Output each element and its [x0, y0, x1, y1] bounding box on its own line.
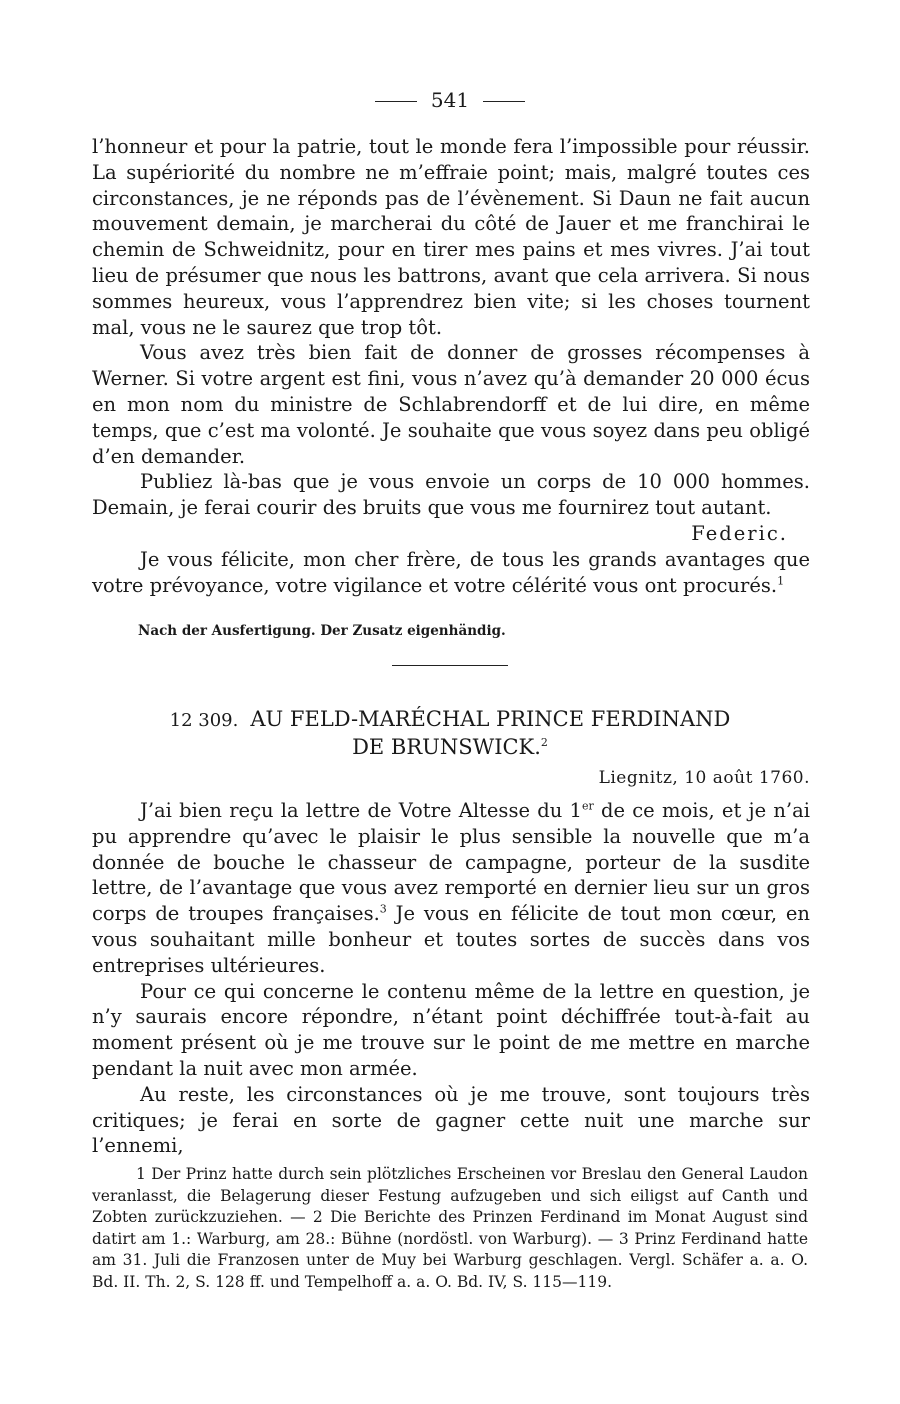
letter-1-signature: Federic. [691, 521, 788, 545]
letter-1-paragraph-1: l’honneur et pour la patrie, tout le monde fera l’impossible pour réussir. La supériorité du nombre ne m’effraie point; mais, malgré toutes ces circonstances, je ne réponds pas de l’évènement. Si Daun ne fait aucun mouvement demain, je marcherai du côté de Jauer et me franchirai le chemin de Schweidnitz, pour en tirer mes pains et mes vivres. J’ai tout lieu de présumer que nous les battrons, avant que cela arrivera. Si nous sommes heureux, vous l’apprendrez bien vite; si les choses tournent mal, vous ne le saurez que trop tôt. [92, 135, 810, 339]
letter-title-line-1: AU FELD-MARÉCHAL PRINCE FERDINAND [250, 707, 731, 731]
letter-number: 12 309. [169, 710, 239, 731]
letter-1-paragraph-2: Vous avez très bien fait de donner de grosses récompenses à Werner. Si votre argent est fini, vous n’avez qu’à demander 20 000 écus en mon nom du ministre de Schlabrendorff et de lui dire, en même temps, que c’est ma volonté. Je souhaite que vous soyez dans peu obligé d’en demander. [92, 341, 810, 468]
letter-1-postscript [92, 547, 810, 599]
footnote-mark-3: 3 [379, 902, 387, 916]
page-number: 541 [430, 88, 470, 112]
letter-2-body [92, 798, 810, 1159]
footnotes-text: 1 Der Prinz hatte durch sein plötzliches Erscheinen vor Breslau den General Laudon veranlasst, die Belagerung dieser Festung aufzugeben und sich eiligst auf Canth und Zobten zurückzuziehen. — 2 Die Berichte des Prinzen Ferdinand im Monat August sind datirt am 1.: Warburg, am 28.: Bühne (nordöstl. von Warburg). — 3 Prinz Ferdinand hatte am 31. Juli die Franzosen unter de Muy bei Warburg geschlagen. Vergl. Schäfer a. a. O. Bd. II. Th. 2, S. 128 ff. und Tempelhoff a. a. O. Bd. IV, S. 115—119. [92, 1165, 808, 1291]
letter-1-paragraph-3: Publiez là-bas que je vous envoie un corps de 10 000 hommes. Demain, je ferai courir des bruits que vous me fournirez tout autant. [92, 470, 810, 520]
running-head [0, 88, 900, 112]
footnote-mark-2: 2 [540, 736, 548, 749]
paragraph-1-part-b: de ce mois, et je n’ai pu apprendre qu’avec le plaisir le plus sensible la nouvelle que m’a donnée de bouche le chasseur de campagne, porteur de la susdite lettre, de l’avantage que vous avez remporté en dernier lieu sur un gros corps de troupes françaises. [92, 799, 810, 926]
section-separator [392, 665, 508, 666]
postscript-text: Je vous félicite, mon cher frère, de tous les grands avantages que votre prévoyance, votre vigilance et votre célérité vous ont procurés. [92, 547, 810, 597]
letter-2-paragraph-2: Pour ce qui concerne le contenu même de la lettre en question, je n’y saurais encore répondre, n’étant point déchiffrée tout-à-fait au moment présent où je me trouve sur le point de me mettre en marche pendant la nuit avec mon armée. [92, 979, 810, 1080]
source-note: Nach der Ausfertigung. Der Zusatz eigenhändig. [138, 623, 506, 639]
letter-1-body [92, 134, 810, 598]
running-head-rule-right [483, 101, 525, 102]
footnotes [92, 1164, 808, 1294]
letter-title-line-2: DE BRUNSWICK. [352, 735, 541, 759]
paragraph-1-part-a: J’ai bien reçu la lettre de Votre Altesse du 1 [140, 799, 582, 822]
place-date: Liegnitz, 10 août 1760. [598, 768, 810, 788]
letter-2-paragraph-3: Au reste, les circonstances où je me trouve, sont toujours très critiques; je ferai en sorte de gagner cette nuit une marche sur l’ennemi, [92, 1082, 810, 1158]
footnote-mark-1: 1 [777, 574, 785, 588]
letter-2-paragraph-1 [92, 798, 810, 979]
ordinal-superscript: er [581, 799, 594, 813]
running-head-rule-left [375, 101, 417, 102]
letter-2-heading [100, 706, 800, 760]
paragraph-1-part-c: Je vous en félicite de tout mon cœur, en vous souhaitant mille bonheur et toutes sortes de succès dans vos entreprises ultérieures. [92, 902, 810, 977]
